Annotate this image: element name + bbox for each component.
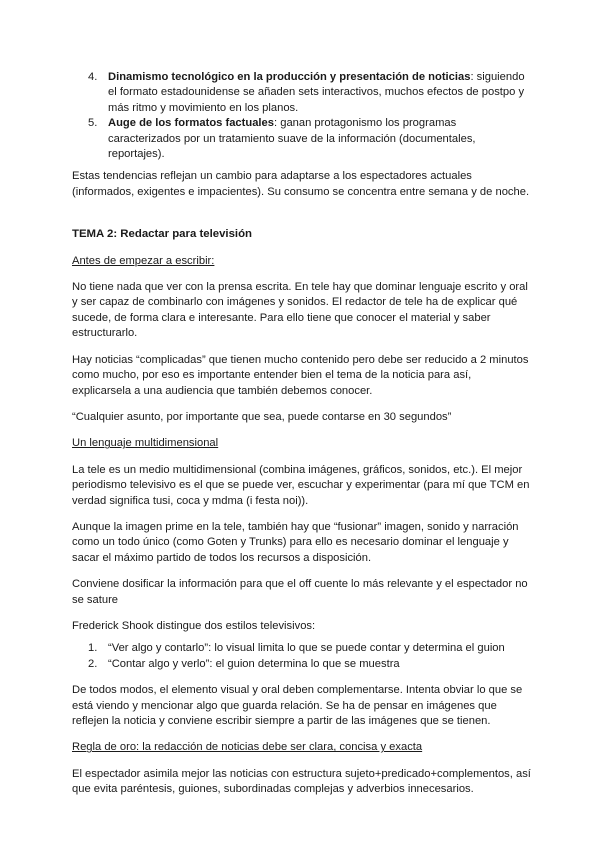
subheading-golden-rule: Regla de oro: la redacción de noticias debe ser clara, concisa y exacta — [72, 741, 423, 754]
list-number: 5. — [88, 117, 98, 130]
paragraph: Aunque la imagen prime en la tele, también hay que “fusionar” imagen, sonido y narración como un todo único (como Goten y Trunks) para ello es necesario dominar el lenguaje y sacar el máximo partido de todos los recursos a disposición. — [72, 520, 519, 564]
paragraph: Frederick Shook distingue dos estilos televisivos: — [72, 619, 316, 632]
list-item — [72, 641, 532, 656]
paragraph: Conviene dosificar la información para que el off cuente lo más relevante y el espectador no se sature — [72, 578, 528, 606]
list-number: 4. — [88, 71, 98, 83]
list-number: 2. — [88, 657, 98, 670]
list-item-text: : siguiendo el formato estadounidense se añaden sets interactivos, muchos efectos de postpo y más ritmo y movimiento en los planos. — [108, 71, 525, 114]
paragraph: Hay noticias “complicadas” que tienen mucho contenido pero debe ser reducido a 2 minutos como mucho, por eso es importante entender bien el tema de la noticia para así, explicarsela a una audiencia que también debemos conocer. — [72, 353, 529, 397]
section-title: TEMA 2: Redactar para televisión — [72, 228, 252, 241]
list-item-text: “Contar algo y verlo”: el guion determina lo que se muestra — [108, 657, 400, 670]
trends-list — [72, 70, 532, 162]
paragraph: El espectador asimila mejor las noticias con estructura sujeto+predicado+complementos, así que evita paréntesis, guiones, subordinadas complejas y adverbios innecesarios. — [72, 767, 531, 796]
list-item-title: Auge de los formatos factuales — [108, 117, 274, 130]
list-item — [72, 116, 532, 162]
paragraph: De todos modos, el elemento visual y oral deben complementarse. Intenta obviar lo que se está viendo y mencionar algo que guarda relación. Se ha de pensar en imágenes que reflejen la noticia y conviene escribir siempre a partir de las imágenes que se tienen. — [72, 684, 523, 727]
quote: “Cualquier asunto, por importante que sea, puede contarse en 30 segundos” — [72, 410, 452, 423]
list-item — [72, 657, 532, 672]
subheading-before-writing: Antes de empezar a escribir: — [72, 254, 215, 267]
list-item-text: : ganan protagonismo los programas caracterizados por un tratamiento suave de la información (documentales, reportajes). — [108, 117, 476, 161]
list-item-text: “Ver algo y contarlo”: lo visual limita lo que se puede contar y determina el guion — [108, 642, 505, 655]
list-item — [72, 70, 532, 116]
subheading-multidimensional: Un lenguaje multidimensional — [72, 437, 219, 450]
intro-paragraph: Estas tendencias reflejan un cambio para adaptarse a los espectadores actuales (informados, exigentes e impacientes). Su consumo se concentra entre semana y de noche. — [72, 170, 530, 198]
list-item-title: Dinamismo tecnológico en la producción y presentación de noticias — [108, 71, 471, 83]
paragraph: No tiene nada que ver con la prensa escrita. En tele hay que dominar lenguaje escrito y oral y ser capaz de combinarlo con imágenes y sonidos. El redactor de tele ha de explicar qué sucede, de forma clara e interesante. Para ello tiene que conocer el material y saber estructurarlo. — [72, 281, 528, 340]
document-page — [72, 70, 532, 798]
list-number: 1. — [88, 642, 98, 655]
styles-list — [72, 641, 532, 672]
paragraph: La tele es un medio multidimensional (combina imágenes, gráficos, sonidos, etc.). El mejor periodismo televisivo es el que se puede ver, escuchar y experimentar (para mí que TCM en verdad significa tusi, coca y mdma (i festa noi)). — [72, 463, 530, 507]
